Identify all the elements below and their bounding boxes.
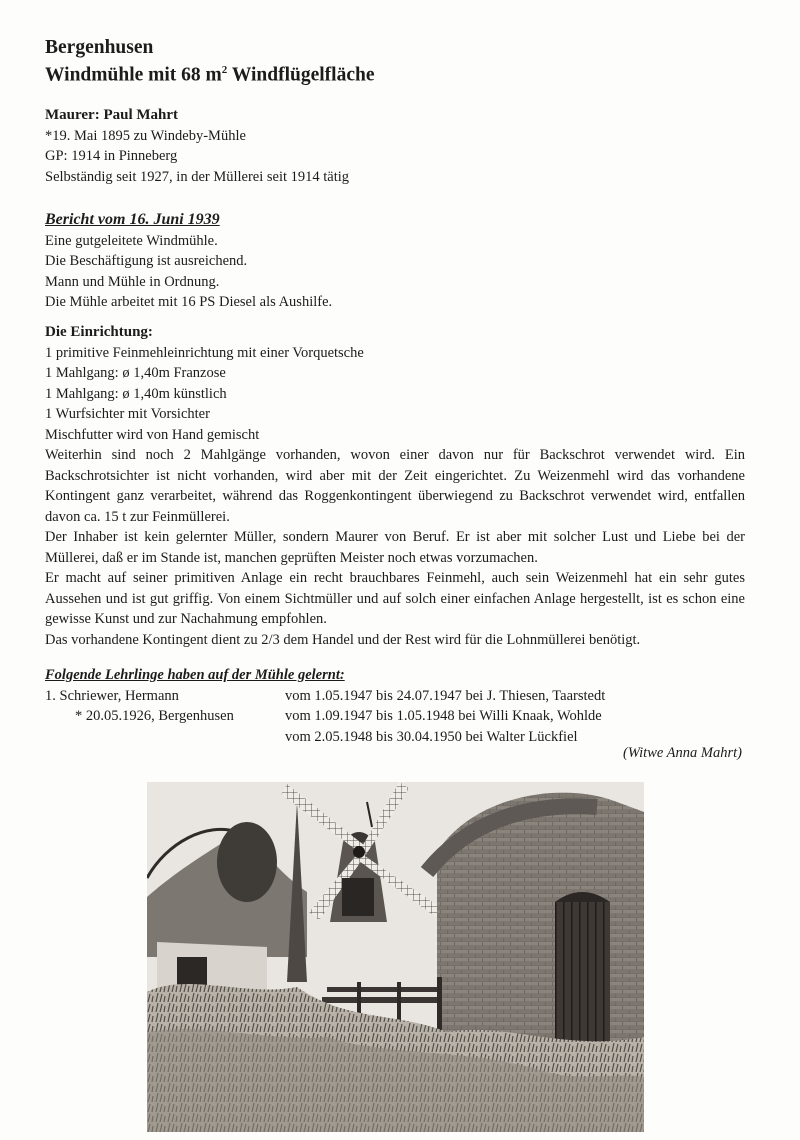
apprentices-heading: Folgende Lehrlinge haben auf der Mühle gelernt:	[45, 667, 345, 683]
wooden-door	[555, 902, 610, 1062]
equipment-line: 1 Mahlgang: ø 1,40m künstlich	[45, 385, 227, 402]
mill-subtitle: Windmühle mit 68 $m^2$ Windflügelfläche	[45, 64, 375, 86]
apprentice-row	[45, 706, 745, 727]
person-line: Selbständig seit 1927, in der Müllerei seit 1914 tätig	[45, 168, 350, 185]
equipment-heading: Die Einrichtung:	[45, 324, 153, 340]
equipment-paragraph: Das vorhandene Kontingent dient zu 2/3 dem Handel und der Rest wird für die Lohnmüllerei benötigt.	[45, 631, 641, 648]
apprentice-row	[45, 686, 745, 707]
report-line: Die Beschäftigung ist ausreichend.	[45, 253, 248, 269]
report-heading: Bericht vom 16. Juni 1939	[45, 211, 220, 228]
equipment-section	[45, 322, 745, 650]
apprentice-row	[45, 727, 745, 748]
apprentice-period: vom 2.05.1948 bis 30.04.1950 bei Walter Lückfiel	[285, 728, 578, 745]
person-line: *19. Mai 1895 zu Windeby-Mühle	[45, 127, 246, 144]
report-line: Mann und Mühle in Ordnung.	[45, 273, 220, 290]
equipment-line: 1 Mahlgang: ø 1,40m Franzose	[45, 365, 226, 381]
person-section	[45, 105, 745, 187]
equipment-paragraph: Er macht auf seiner primitiven Anlage ein recht brauchbares Feinmehl, auch sein Weizenmehl hat ein sehr gutes Aussehen und ist gut griffig. Von einem Sichtmüller und auf solch einer einfachen Anlage hergestellt, ist es schon eine gewisse Kunst und zur Nachahmung empfohlen.	[45, 570, 745, 627]
person-line: GP: 1914 in Pinneberg	[45, 148, 178, 164]
equipment-line: 1 primitive Feinmehleinrichtung mit einer Vorquetsche	[45, 344, 364, 361]
fence	[322, 997, 442, 1003]
equipment-line: 1 Wurfsichter mit Vorsichter	[45, 406, 210, 422]
equipment-line: Mischfutter wird von Hand gemischt	[45, 426, 260, 443]
document-title	[45, 36, 374, 87]
apprentice-birth: * 20.05.1926, Bergenhusen	[75, 708, 234, 724]
apprentice-period: vom 1.05.1947 bis 24.07.1947 bei J. Thiesen, Taarstedt	[285, 687, 606, 704]
equipment-paragraph: Der Inhaber ist kein gelernter Müller, sondern Maurer von Beruf. Er ist aber mit solcher Lust und Liebe bei der Müllerei, daß er im Stande ist, manchen geprüften Meister noch etwas vorzumachen.	[45, 529, 745, 566]
apprentice-period: vom 1.09.1947 bis 1.05.1948 bei Willi Knaak, Wohlde	[285, 708, 602, 724]
report-section	[45, 210, 745, 313]
apprentices-section	[45, 665, 745, 747]
source-credit: (Witwe Anna Mahrt)	[623, 745, 742, 761]
windmill-photo	[147, 782, 644, 1132]
person-heading: Maurer: Paul Mahrt	[45, 107, 179, 123]
equipment-paragraph: Weiterhin sind noch 2 Mahlgänge vorhanden, wovon einer davon nur für Backschrot verwendet wird. Ein Backschrotsichter ist nicht vorhanden, wird aber mit der Zeit eingerichtet. Zu Weizenmehl wird das vorhandene Kontingent ganz verarbeitet, während das Roggenkontingent überwiegend zu Backschrot verwendet wird, entfallen davon ca. 15 t zur Feinmüllerei.	[45, 447, 745, 525]
report-line: Eine gutgeleitete Windmühle.	[45, 232, 218, 249]
tree-left	[217, 822, 277, 902]
report-line: Die Mühle arbeitet mit 16 PS Diesel als Aushilfe.	[45, 294, 333, 310]
apprentice-name: 1. Schriewer, Hermann	[45, 687, 179, 704]
place-name: Bergenhusen	[45, 37, 154, 58]
